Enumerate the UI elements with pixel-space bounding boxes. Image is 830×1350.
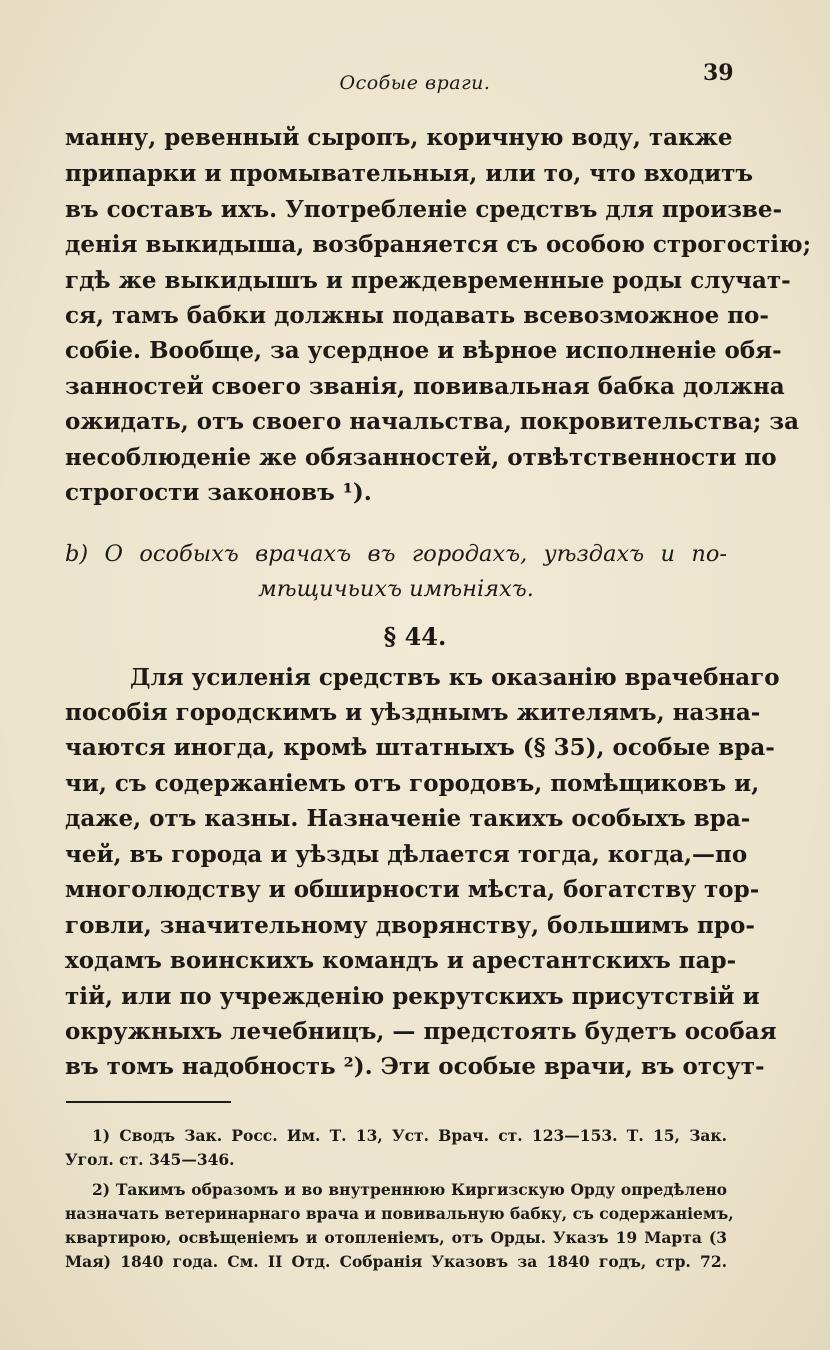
body-line: ся, тамъ бабки должны подавать всевозможное по- xyxy=(65,302,769,329)
section-line: Для усиленія средствъ къ оказанію врачебнаго xyxy=(130,664,780,691)
section-line: окружныхъ лечебницъ, — предстоять будетъ особая xyxy=(65,1018,777,1045)
running-head: Особые враги. xyxy=(339,72,491,94)
section-line: чей, въ города и уѣзды дѣлается тогда, когда,—по xyxy=(65,841,748,868)
footnote-2-line: Мая) 1840 года. См. II Отд. Собранія Указовъ за 1840 годъ, стр. 72. xyxy=(65,1252,727,1271)
section-line: говли, значительному дворянству, большимъ про- xyxy=(65,912,755,939)
page-number: 39 xyxy=(703,60,734,86)
footnote-1-line: Угол. ст. 345—346. xyxy=(65,1150,235,1169)
section-line: въ томъ надобность ²). Эти особые врачи, въ отсут- xyxy=(65,1053,765,1080)
section-line: многолюдству и обширности мѣста, богатству тор- xyxy=(65,876,760,903)
section-line: пособія городскимъ и уѣзднымъ жителямъ, назна- xyxy=(65,699,761,726)
footnote-1-line: 1) Сводъ Зак. Росс. Им. Т. 13, Уст. Врач. ст. 123—153. Т. 15, Зак. xyxy=(92,1126,727,1145)
body-line: собіе. Вообще, за усердное и вѣрное исполненіе обя- xyxy=(65,337,782,364)
body-line: припарки и промывательныя, или то, что входитъ xyxy=(65,160,754,187)
section-line: ходамъ воинскихъ командъ и арестантскихъ пар- xyxy=(65,947,737,974)
body-line: манну, ревенный сыропъ, коричную воду, также xyxy=(65,124,733,151)
section-line: чи, съ содержаніемъ отъ городовъ, помѣщиковъ и, xyxy=(65,770,760,797)
footnote-2-line: квартирою, освѣщеніемъ и отопленіемъ, отъ Орды. Указъ 19 Марта (3 xyxy=(65,1228,727,1247)
body-line: несоблюденіе же обязанностей, отвѣтственности по xyxy=(65,444,777,471)
footnote-separator xyxy=(66,1101,231,1103)
footnote-2-line: назначать ветеринарнаго врача и повивальную бабку, съ содержаніемъ, xyxy=(65,1204,734,1223)
body-line: занностей своего званія, повивальная бабка должна xyxy=(65,373,785,400)
body-line: въ составъ ихъ. Употребленіе средствъ для произве- xyxy=(65,196,783,223)
section-number: § 44. xyxy=(383,622,447,651)
body-line: денія выкидыша, возбраняется съ особою строгостію; xyxy=(65,231,812,258)
subheading-line: b) О особыхъ врачахъ въ городахъ, уѣздахъ и по- xyxy=(65,541,727,567)
body-line: ожидать, отъ своего начальства, покровительства; за xyxy=(65,408,800,435)
section-line: чаются иногда, кромѣ штатныхъ (§ 35), особые вра- xyxy=(65,734,775,761)
section-line: тій, или по учрежденію рекрутскихъ присутствій и xyxy=(65,983,760,1010)
subheading-line: мѣщичьихъ имѣніяхъ. xyxy=(258,576,534,602)
body-line: строгости законовъ ¹). xyxy=(65,479,372,506)
section-line: даже, отъ казны. Назначеніе такихъ особыхъ вра- xyxy=(65,805,751,832)
footnote-2-line: 2) Такимъ образомъ и во внутреннюю Киргизскую Орду опредѣлено xyxy=(92,1180,727,1199)
body-line: гдѣ же выкидышъ и преждевременные роды случат- xyxy=(65,267,791,294)
